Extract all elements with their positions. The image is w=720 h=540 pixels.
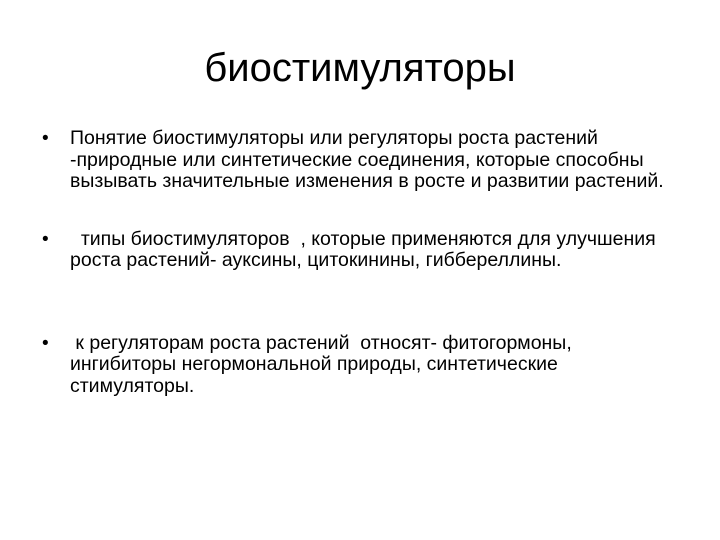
bullet-text: Понятие биостимуляторы или регуляторы роста растений -природные или синтетические соединения, которые способны вызывать значительные изменения в росте и развитии растений. bbox=[70, 127, 664, 192]
slide-title: биостимуляторы bbox=[204, 46, 516, 90]
bullet-item-2 bbox=[42, 229, 682, 272]
bullet-icon: • bbox=[42, 228, 49, 250]
bullet-list bbox=[42, 128, 682, 397]
bullet-icon: • bbox=[42, 128, 49, 149]
bullet-item-3 bbox=[42, 333, 682, 398]
bullet-item-1 bbox=[42, 128, 682, 193]
bullet-text: к регуляторам роста растений относят- фитогормоны, ингибиторы негормональной природы, синтетические стимуляторы. bbox=[70, 331, 578, 397]
bullet-text: типы биостимуляторов , которые применяются для улучшения роста растений- ауксины, цитокинины, гиббереллины. bbox=[70, 227, 662, 271]
bullet-icon: • bbox=[42, 332, 49, 354]
